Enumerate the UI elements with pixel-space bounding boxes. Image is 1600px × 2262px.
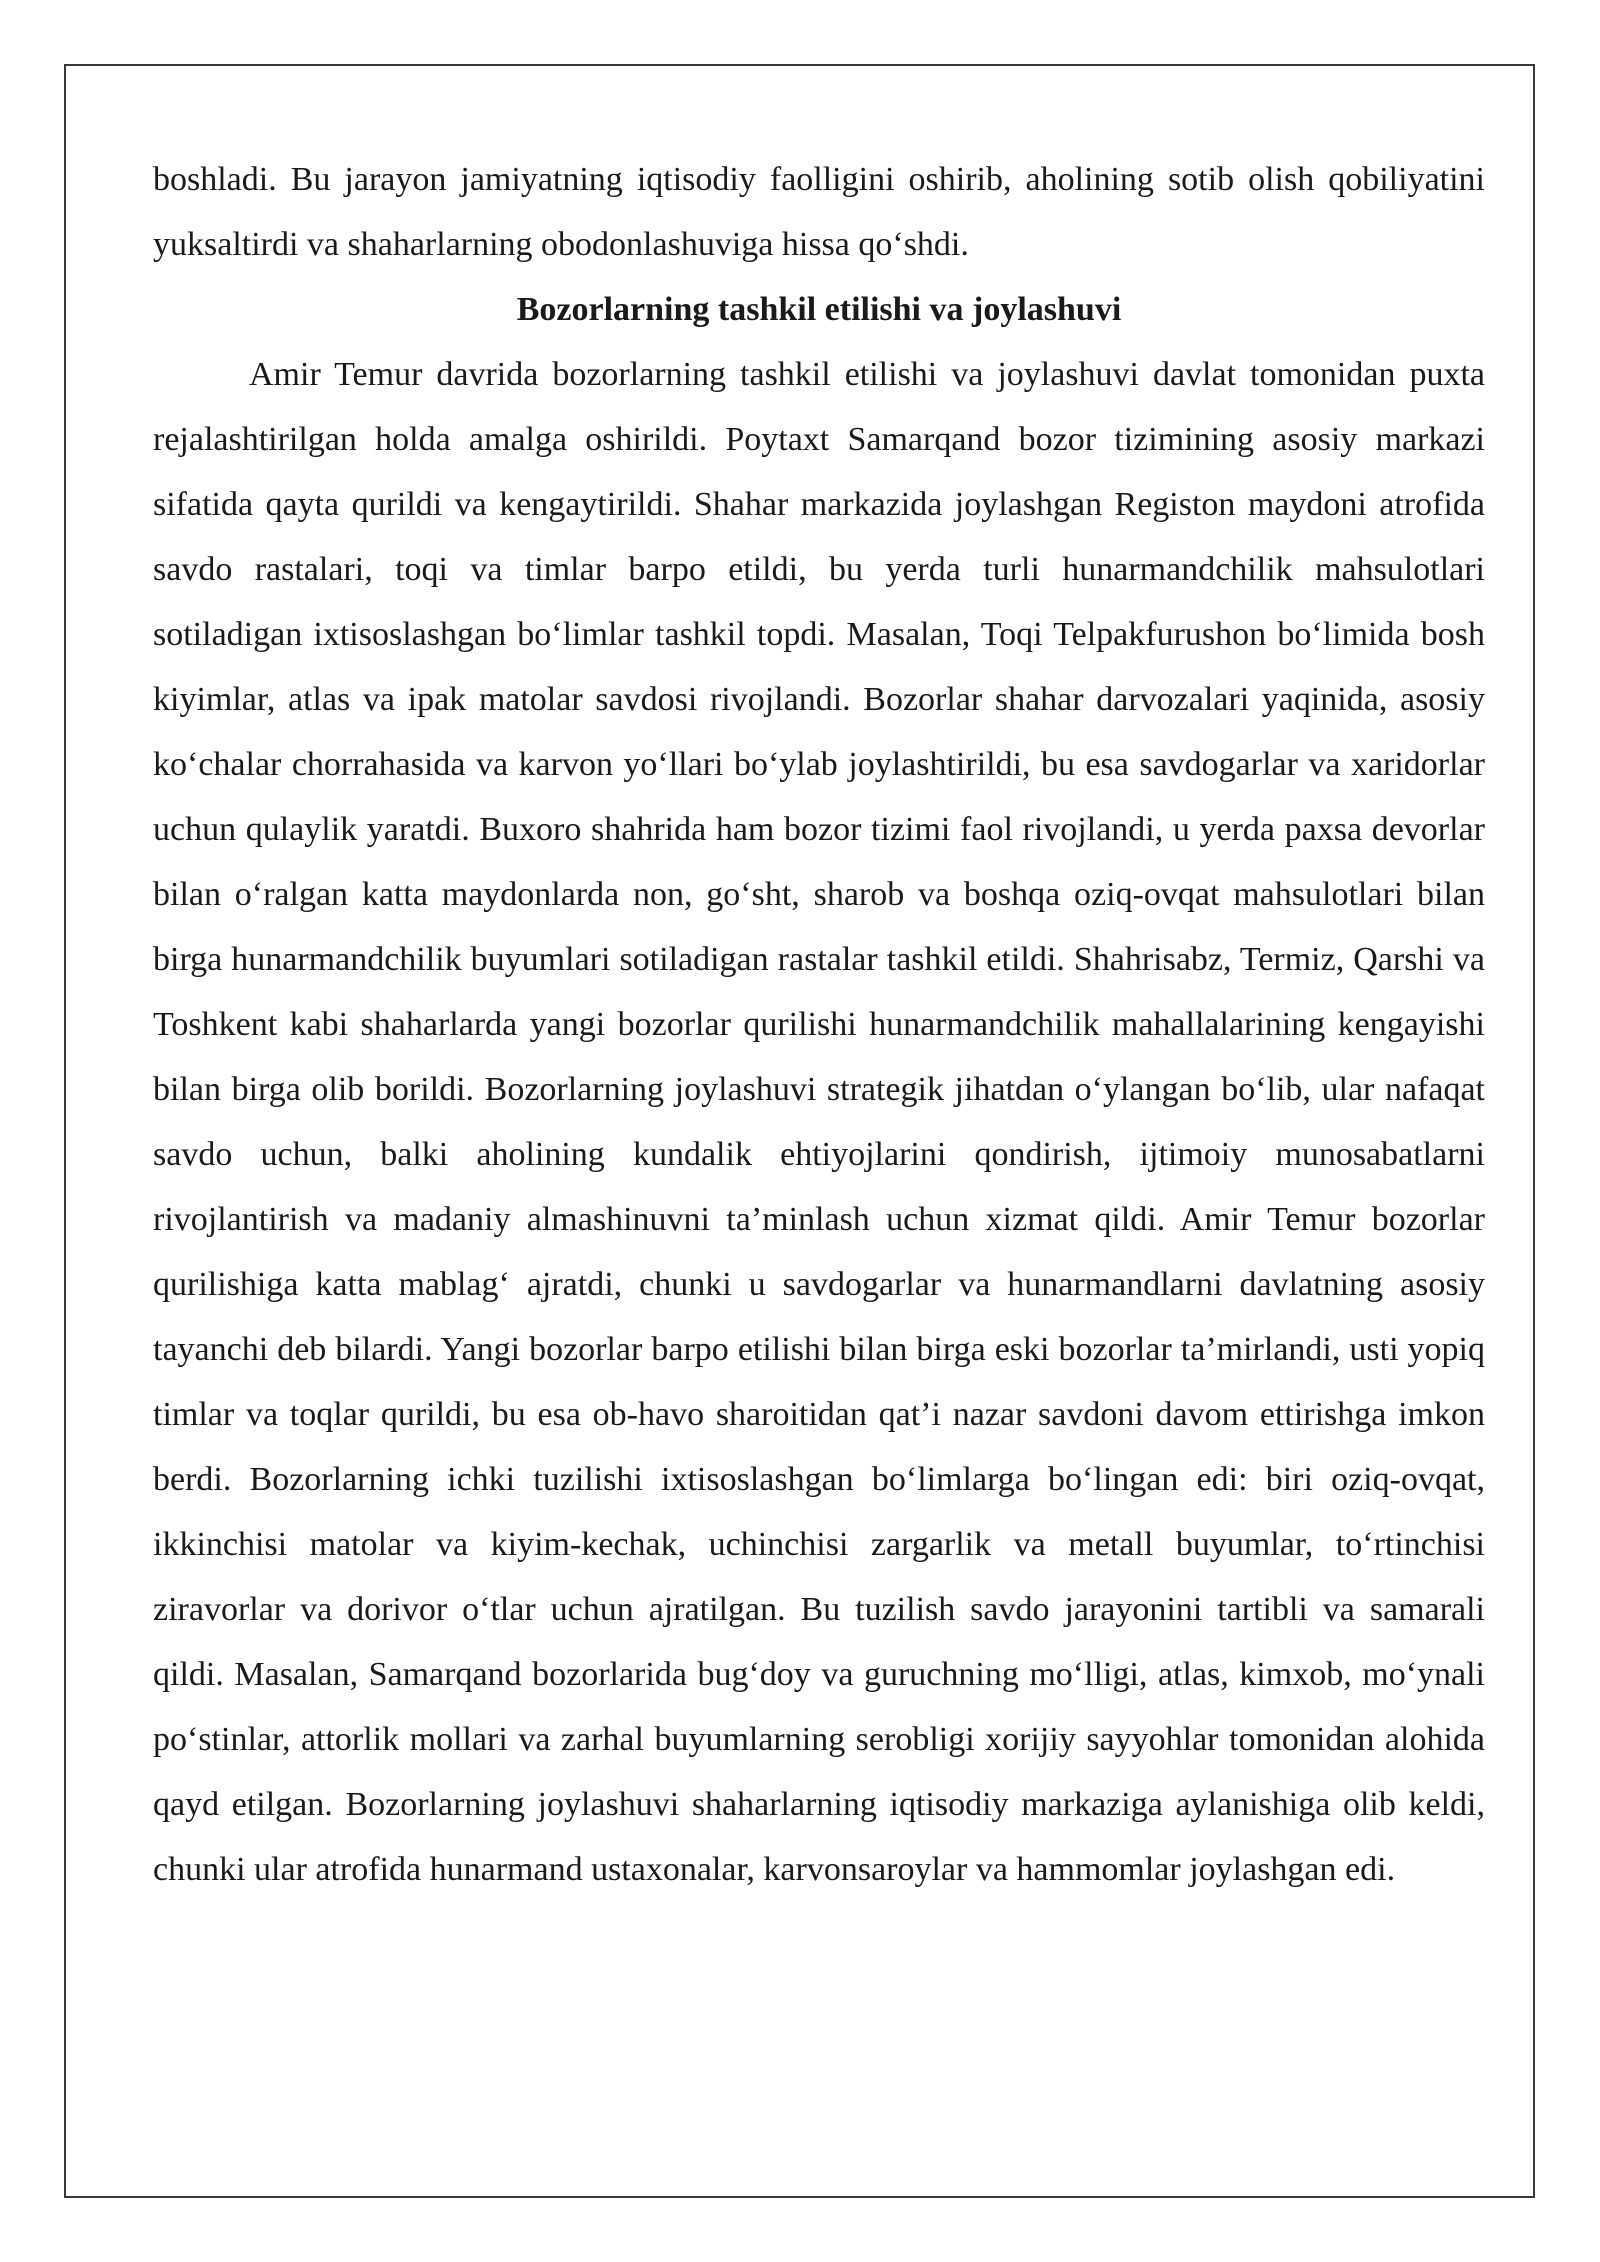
body-paragraph: Amir Temur davrida bozorlarning tashkil etilishi va joylashuvi davlat tomonidan puxta rejalashtirilgan holda amalga oshirildi. Poytaxt Samarqand bozor tizimining asosiy markazi sifatida qayta qurildi va kengaytirildi. Shahar markazida joylashgan Registon maydoni atrofida savdo rastalari, toqi va timlar barpo etildi, bu yerda turli hunarmandchilik mahsulotlari sotiladigan ixtisoslashgan bo‘limlar tashkil topdi. Masalan, Toqi Telpakfurushon bo‘limida bosh kiyimlar, atlas va ipak matolar savdosi rivojlandi. Bozorlar shahar darvozalari yaqinida, asosiy ko‘chalar chorrahasida va karvon yo‘llari bo‘ylab joylashtirildi, bu esa savdogarlar va xaridorlar uchun qulaylik yaratdi. Buxoro shahrida ham bozor tizimi faol rivojlandi, u yerda paxsa devorlar bilan o‘ralgan katta maydonlarda non, go‘sht, sharob va boshqa oziq-ovqat mahsulotlari bilan birga hunarmandchilik buyumlari sotiladigan rastalar tashkil etildi. Shahrisabz, Termiz, Qarshi va Toshkent kabi shaharlarda yangi bozorlar qurilishi hunarmandchilik mahallalarining kengayishi bilan birga olib borildi. Bozorlarning joylashuvi strategik jihatdan o‘ylangan bo‘lib, ular nafaqat savdo uchun, balki aholining kundalik ehtiyojlarini qondirish, ijtimoiy munosabatlarni rivojlantirish va madaniy almashinuvni ta’minlash uchun xizmat qildi. Amir Temur bozorlar qurilishiga katta mablag‘ ajratdi, chunki u savdogarlar va hunarmandlarni davlatning asosiy tayanchi deb bilardi. Yangi bozorlar barpo etilishi bilan birga eski bozorlar ta’mirlandi, usti yopiq timlar va toqlar qurildi, bu esa ob-havo sharoitidan qat’i nazar savdoni davom ettirishga imkon berdi. Bozorlarning ichki tuzilishi ixtisoslashgan bo‘limlarga bo‘lingan edi: biri oziq-ovqat, ikkinchisi matolar va kiyim-kechak, uchinchisi zargarlik va metall buyumlar, to‘rtinchisi ziravorlar va dorivor o‘tlar uchun ajratilgan. Bu tuzilish savdo jarayonini tartibli va samarali qildi. Masalan, Samarqand bozorlarida bug‘doy va guruchning mo‘lligi, atlas, kimxob, mo‘ynali po‘stinlar, attorlik mollari va zarhal buyumlarning serobligi xorijiy sayyohlar tomonidan alohida qayd etilgan. Bozorlarning joylashuvi shaharlarning iqtisodiy markaziga aylanishiga olib keldi, chunki ular atrofida hunarmand ustaxonalar, karvonsaroylar va hammomlar joylashgan edi. [153, 356, 1485, 1888]
continuation-paragraph: boshladi. Bu jarayon jamiyatning iqtisodiy faolligini oshirib, aholining sotib olish qobiliyatini yuksaltirdi va shaharlarning obodonlashuviga hissa qo‘shdi. [153, 161, 1485, 263]
section-heading: Bozorlarning tashkil etilishi va joylashuvi [516, 291, 1122, 328]
document-body [153, 147, 1485, 1902]
